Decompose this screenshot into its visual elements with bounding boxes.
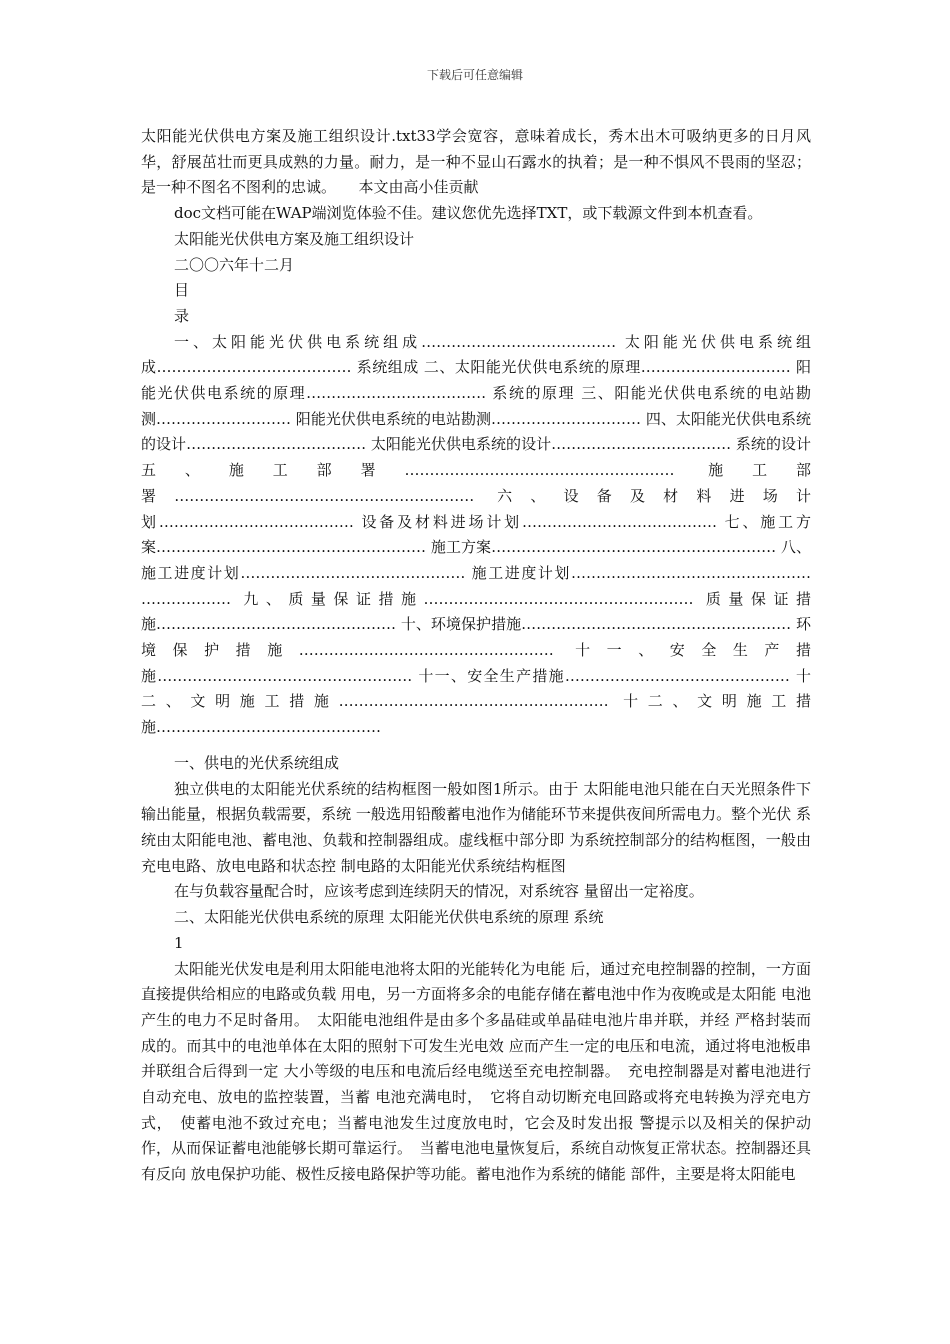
section-heading-2: 二、太阳能光伏供电系统的原理 太阳能光伏供电系统的原理 系统 <box>174 908 604 927</box>
paragraph-doc-notice: doc文档可能在WAP端浏览体验不佳。建议您优先选择TXT，或下载源文件到本机查看。 <box>174 204 763 223</box>
document-body <box>141 124 811 1188</box>
toc-heading-mu: 目 <box>174 281 190 300</box>
paragraph-intro: 太阳能光伏供电方案及施工组织设计.txt33学会宽容，意味着成长，秀木出木可吸纳更多的日月风华，舒展茁壮而更具成熟的力量。耐力，是一种不显山石露水的执着；是一种不惧风不畏雨的坚忍；是一种不图名不图利的忠诚。 本文由高小佳贡献 <box>141 127 811 197</box>
page-header: 下载后可任意编辑 <box>426 68 523 82</box>
table-of-contents: 一、太阳能光伏供电系统组成………………………………… 太阳能光伏供电系统组成………………………………… 系统组成 二、太阳能光伏供电系统的原理………………………… 阳能光伏供电系统的原理……………………………… 系统的原理 三、阳能光伏供电系统的电站勘测……………………… 阳能光伏供电系统的电站勘测………………………… 四、太阳能光伏供电系统的设计……………………………… 太阳能光伏供电系统的设计……………………………… 系统的设计 五、施工部署……………………………………………… 施工部署…………………………………………………… 六、设备及材料进场计划………………………………… 设备及材料进场计划………………………………… 七、施工方案……………………………………………… 施工方案………………………………………………… 八、施工进度计划……………………………………… 施工进度计划………………………………………… ……………… 九、质量保证措施……………………………………………… 质量保证措施………………………………………… 十、环境保护措施……………………………………………… 环境保护措施…………………………………………… 十一、安全生产措施…………………………………………… 十一、安全生产措施……………………………………… 十二、文明施工措施……………………………………………… 十二、文明施工措施……………………………………… <box>141 332 811 737</box>
section-heading-1: 一、供电的光伏系统组成 <box>174 753 340 772</box>
toc-heading-lu: 录 <box>174 306 190 325</box>
paragraph-principle: 太阳能光伏发电是利用太阳能电池将太阳的光能转化为电能 后，通过充电控制器的控制，一方面直接提供给相应的电路或负载 用电，另一方面将多余的电能存储在蓄电池中作为夜晚或是太阳能 电池产生的电力不足时备用。 太阳能电池组件是由多个多晶硅或单晶硅电池片串并联，并经 严格封装而成的。而其中的电池单体在太阳的照射下可发生光电效 应而产生一定的电压和电流，通过将电池板串并联组合后得到一定 大小等级的电压和电流后经电缆送至充电控制器。 充电控制器是对蓄电池进行自动充电、放电的监控装置，当蓄 电池充满电时， 它将自动切断充电回路或将充电转换为浮充电方式， 使蓄电池不致过充电；当蓄电池发生过度放电时，它会及时发出报 警提示以及相关的保护动作，从而保证蓄电池能够长期可靠运行。 当蓄电池电量恢复后，系统自动恢复正常状态。控制器还具有反向 放电保护功能、极性反接电路保护等功能。蓄电池作为系统的储能 部件，主要是将太阳能电 <box>141 959 811 1184</box>
page-number: 1 <box>174 933 184 952</box>
paragraph-system-structure: 独立供电的太阳能光伏系统的结构框图一般如图1所示。由于 太阳能电池只能在白天光照条件下输出能量，根据负载需要，系统 一般选用铅酸蓄电池作为储能环节来提供夜间所需电力。整个光伏 系统由太阳能电池、蓄电池、负载和控制器组成。虚线框中部分即 为系统控制部分的结构框图，一般由充电电路、放电电路和状态控 制电路的太阳能光伏系统结构框图 <box>141 779 811 875</box>
paragraph-load-capacity: 在与负载容量配合时，应该考虑到连续阴天的情况，对系统容 量留出一定裕度。 <box>174 882 704 901</box>
document-date: 二〇〇六年十二月 <box>174 255 295 274</box>
document-title: 太阳能光伏供电方案及施工组织设计 <box>174 229 415 248</box>
